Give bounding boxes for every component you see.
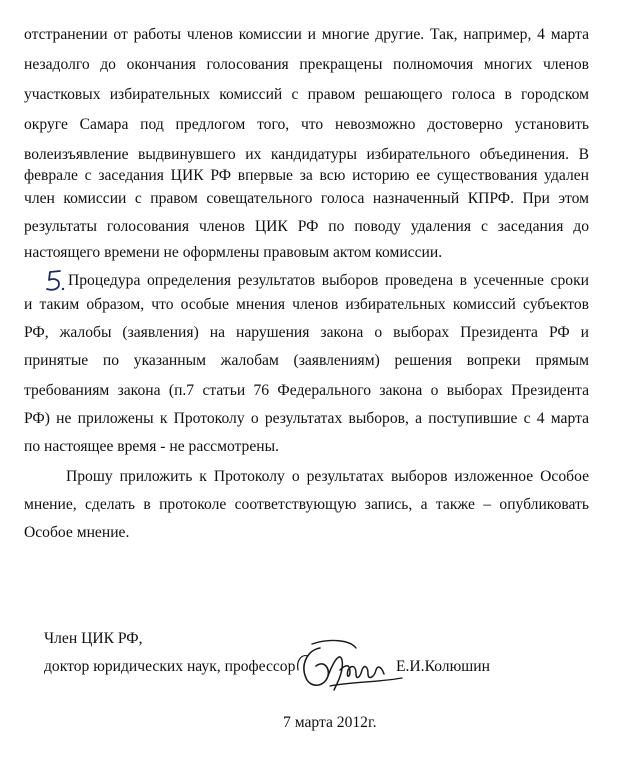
text-line: настоящего времени не оформлены правовым актом комиссии. [24, 244, 443, 261]
signatory-name: Е.И.Колюшин [396, 658, 490, 675]
text-line: РФ) не приложены к Протоколу о результатах выборов, а поступившие с 4 марта [24, 410, 589, 427]
text-line: феврале с заседания ЦИК РФ впервые за всю историю ее существования удален [24, 167, 589, 184]
signature-icon [290, 630, 410, 700]
text-line: принятые по указанным жалобам (заявлениям) решения вопреки прямым [24, 352, 589, 369]
handwritten-five-icon [44, 268, 66, 294]
text-line: волеизъявление выдвинувшего их кандидатуры избирательного объединения. В [24, 146, 589, 163]
text-line: Прошу приложить к Протоколу о результатах выборов изложенное Особое [66, 468, 589, 485]
text-line: результаты голосования членов ЦИК РФ по поводу удаления с заседания до [24, 218, 589, 235]
text-line: участковых избирательных комиссий с правом решающего голоса в городском [24, 86, 589, 103]
text-line: требованиям закона (п.7 статьи 76 Федерального закона о выборах Президента [24, 382, 589, 399]
signatory-degree: доктор юридических наук, профессор [44, 658, 296, 675]
text-line: Процедура определения результатов выборов проведена в усеченные сроки [68, 272, 589, 289]
text-line: незадолго до окончания голосования прекращены полномочия многих членов [24, 56, 589, 73]
text-line: РФ, жалобы (заявления) на нарушения закона о выборах Президента РФ и [24, 324, 589, 341]
text-line: мнение, сделать в протоколе соответствующую запись, а также – опубликовать [24, 496, 589, 513]
signatory-position: Член ЦИК РФ, [44, 630, 143, 647]
text-line: округе Самара под предлогом того, что невозможно достоверно установить [24, 116, 589, 133]
text-line: и таким образом, что особые мнения членов избирательных комиссий субъектов [24, 296, 589, 313]
text-line: член комиссии с правом совещательного голоса назначенный КПРФ. При этом [24, 190, 589, 207]
handwritten-signature [290, 630, 410, 700]
document-date: 7 марта 2012г. [283, 714, 377, 731]
text-line: по настоящее время - не рассмотрены. [24, 438, 279, 455]
paragraph-number-handwritten [44, 268, 66, 294]
text-line: отстранении от работы членов комиссии и многие другие. Так, например, 4 марта [24, 26, 589, 43]
text-line: Особое мнение. [24, 524, 130, 541]
